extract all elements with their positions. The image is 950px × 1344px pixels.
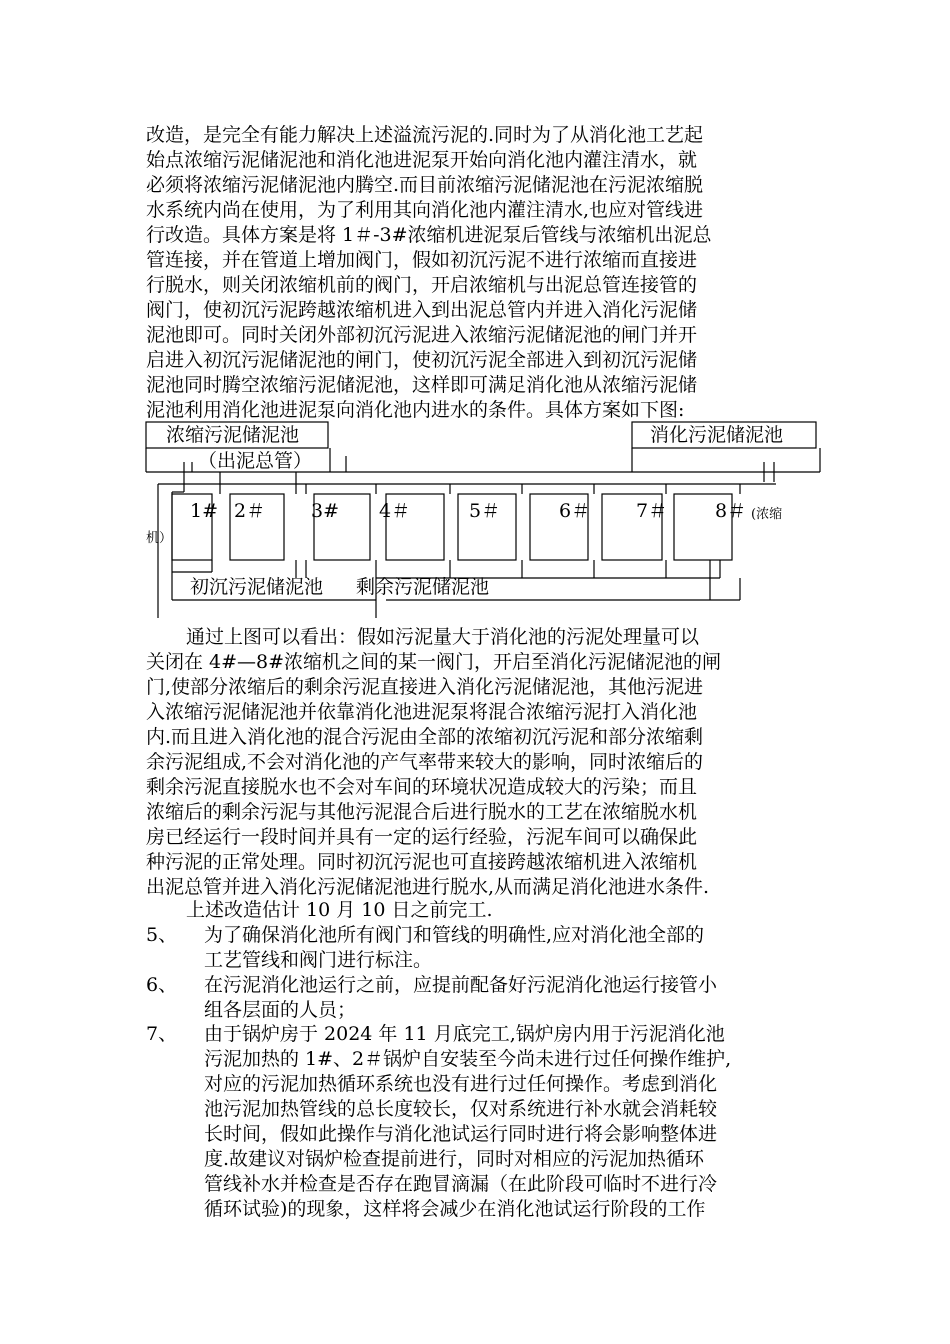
- text-line: 必须将浓缩污泥储泥池内腾空.而目前浓缩污泥储泥池在污泥浓缩脱: [146, 174, 704, 196]
- text-line: 改造，是完全有能力解决上述溢流污泥的.同时为了从消化池工艺起: [146, 124, 704, 146]
- thickener-note-a: (浓缩: [751, 507, 783, 522]
- thickener-label-3: 3#: [311, 500, 340, 522]
- list-number-6: 6、: [146, 974, 178, 996]
- text-line: 房已经运行一段时间并具有一定的运行经验，污泥车间可以确保此: [146, 826, 698, 848]
- text-line: 浓缩后的剩余污泥与其他污泥混合后进行脱水的工艺在浓缩脱水机: [146, 801, 698, 823]
- list-item-5-line: 为了确保消化池所有阀门和管线的明确性,应对消化池全部的: [204, 924, 705, 946]
- text-line: 泥池利用消化池进泥泵向消化池内进水的条件。具体方案如下图:: [146, 399, 685, 421]
- text-line: 泥池同时腾空浓缩污泥储泥池，这样即可满足消化池从浓缩污泥储: [146, 374, 698, 396]
- text-line: 出泥总管并进入消化污泥储泥池进行脱水,从而满足消化池进水条件.: [146, 876, 710, 898]
- text-line: 行改造。具体方案是将 1＃-3#浓缩机进泥泵后管线与浓缩机出泥总: [146, 224, 712, 246]
- text-line: 管连接，并在管道上增加阀门，假如初沉污泥不进行浓缩而直接进: [146, 249, 698, 271]
- text-line: 余污泥组成,不会对消化池的产气率带来较大的影响，同时浓缩后的: [146, 751, 704, 773]
- text-line: 始点浓缩污泥储泥池和消化池进泥泵开始向消化池内灌注清水，就: [146, 149, 698, 171]
- excess-sludge-tank-label: 剩余污泥储泥池: [356, 576, 490, 598]
- list-item-7-line: 循环试验)的现象，这样将会减少在消化池试运行阶段的工作: [204, 1198, 706, 1220]
- list-item-7-line: 池污泥加热管线的总长度较长，仅对系统进行补水就会消耗较: [204, 1098, 718, 1120]
- list-item-7-line: 管线补水并检查是否存在跑冒滴漏（在此阶段可临时不进行冷: [204, 1173, 718, 1195]
- thickener-label-6: 6＃: [559, 500, 591, 522]
- thickener-label-2: 2＃: [234, 500, 266, 522]
- list-number-5: 5、: [146, 924, 178, 946]
- list-item-7-line: 长时间，假如此操作与消化池试运行同时进行将会影响整体进: [204, 1123, 718, 1145]
- text-line: 阀门，使初沉污泥跨越浓缩机进入到出泥总管内并进入消化污泥储: [146, 299, 698, 321]
- thickener-label-8: 8＃: [715, 500, 747, 522]
- outlet-pipe-label: （出泥总管）: [198, 450, 313, 472]
- thickener-label-7: 7＃: [636, 500, 668, 522]
- text-line: 泥池即可。同时关闭外部初沉污泥进入浓缩污泥储泥池的闸门并开: [146, 324, 698, 346]
- text-line: 启进入初沉污泥储泥池的闸门，使初沉污泥全部进入到初沉污泥储: [146, 349, 698, 371]
- text-line: 水系统内尚在使用，为了利用其向消化池内灌注清水,也应对管线进: [146, 199, 704, 221]
- thickener-label-5: 5＃: [469, 500, 501, 522]
- list-item-6-line: 组各层面的人员；: [204, 999, 357, 1021]
- thickened-sludge-tank-label: 浓缩污泥储泥池: [166, 424, 300, 446]
- primary-sludge-tank-label: 初沉污泥储泥池: [190, 576, 324, 598]
- list-item-7-line: 污泥加热的 1#、2＃锅炉自安装至今尚未进行过任何操作维护,: [204, 1048, 732, 1070]
- list-item-7-line: 对应的污泥加热循环系统也没有进行过任何操作。考虑到消化: [204, 1073, 718, 1095]
- thickener-note-b: 机）: [146, 531, 173, 546]
- digested-sludge-tank-label: 消化污泥储泥池: [650, 424, 784, 446]
- text-line: 入浓缩污泥储泥池并依靠消化池进泥泵将混合浓缩污泥打入消化池: [146, 701, 698, 723]
- list-item-6-line: 在污泥消化池运行之前，应提前配备好污泥消化池运行接管小: [204, 974, 718, 996]
- text-line: 种污泥的正常处理。同时初沉污泥也可直接跨越浓缩机进入浓缩机: [146, 851, 698, 873]
- list-item-7-line: 度.故建议对锅炉检查提前进行，同时对相应的污泥加热循环: [204, 1148, 705, 1170]
- text-line: 关闭在 4#—8#浓缩机之间的某一阀门，开启至消化污泥储泥池的闸: [146, 651, 722, 673]
- thickener-label-4: 4＃: [379, 500, 411, 522]
- list-number-7: 7、: [146, 1023, 178, 1045]
- list-item-7-line: 由于锅炉房于 2024 年 11 月底完工,锅炉房内用于污泥消化池: [204, 1023, 725, 1045]
- text-line: 剩余污泥直接脱水也不会对车间的环境状况造成较大的污染；而且: [146, 776, 698, 798]
- text-line: 门,使部分浓缩后的剩余污泥直接进入消化污泥储泥池，其他污泥进: [146, 676, 704, 698]
- thickener-label-1: 1#: [190, 500, 219, 522]
- estimate-line: 上述改造估计 10 月 10 日之前完工.: [186, 899, 493, 921]
- list-item-5-line: 工艺管线和阀门进行标注。: [204, 949, 433, 971]
- text-line: 行脱水，则关闭浓缩机前的阀门，开启浓缩机与出泥总管连接管的: [146, 274, 698, 296]
- text-line: 通过上图可以看出：假如污泥量大于消化池的污泥处理量可以: [186, 626, 700, 648]
- text-line: 内.而且进入消化池的混合污泥由全部的浓缩初沉污泥和部分浓缩剩: [146, 726, 704, 748]
